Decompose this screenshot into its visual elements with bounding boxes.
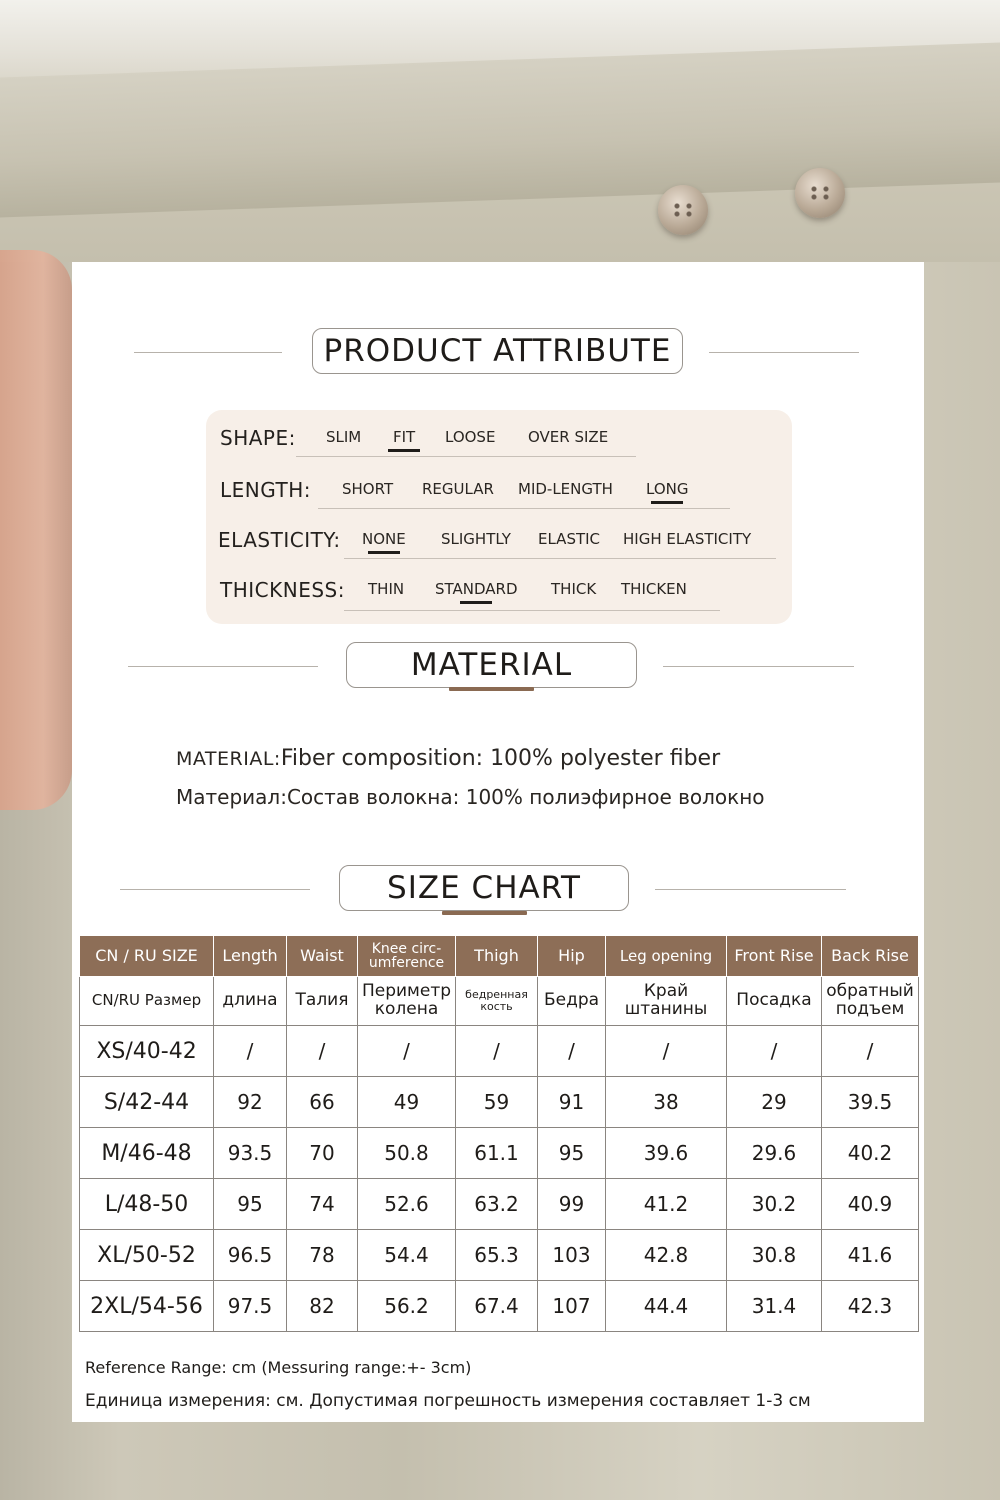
header-row-ru <box>80 977 919 1026</box>
attr-row-shape <box>206 426 792 466</box>
table-cell: 91 <box>538 1077 606 1128</box>
table-cell: 82 <box>287 1281 358 1332</box>
trouser-button-icon <box>795 168 845 218</box>
ru-header-waist: Талия <box>287 977 358 1026</box>
attr-option: SHORT <box>342 480 394 498</box>
table-cell: / <box>358 1026 456 1077</box>
table-cell: 44.4 <box>606 1281 727 1332</box>
ru-header-back-rise: обратный подъем <box>822 977 919 1026</box>
attr-option-selected: STANDARD <box>435 580 518 598</box>
attr-option: THICK <box>551 580 597 598</box>
title-accent <box>442 911 527 915</box>
table-cell: / <box>538 1026 606 1077</box>
table-row <box>80 1026 919 1077</box>
table-cell: 97.5 <box>214 1281 287 1332</box>
table-cell: XS/40-42 <box>80 1026 214 1077</box>
attr-option: OVER SIZE <box>528 428 609 446</box>
ru-header-size: CN/RU Размер <box>80 977 214 1026</box>
table-cell: 61.1 <box>456 1128 538 1179</box>
table-cell: 30.8 <box>727 1230 822 1281</box>
ru-header-length: длина <box>214 977 287 1026</box>
table-cell: 54.4 <box>358 1230 456 1281</box>
table-cell: 70 <box>287 1128 358 1179</box>
table-cell: 31.4 <box>727 1281 822 1332</box>
attr-label: ELASTICITY: <box>218 528 341 552</box>
table-cell: 49 <box>358 1077 456 1128</box>
attr-option: MID-LENGTH <box>518 480 613 498</box>
table-cell: XL/50-52 <box>80 1230 214 1281</box>
table-cell: S/42-44 <box>80 1077 214 1128</box>
material-ru-value: Состав волокна: 100% полиэфирное волокно <box>286 785 765 809</box>
col-header-hip: Hip <box>538 936 606 977</box>
col-header-leg-opening: Leg opening <box>606 936 727 977</box>
table-cell: 99 <box>538 1179 606 1230</box>
table-cell: / <box>287 1026 358 1077</box>
col-header-back-rise: Back Rise <box>822 936 919 977</box>
table-cell: 66 <box>287 1077 358 1128</box>
attr-option-selected: LONG <box>646 480 689 498</box>
reference-note-ru: Единица измерения: см. Допустимая погрешность измерения составляет 1-3 см <box>85 1391 811 1411</box>
attr-option: LOOSE <box>445 428 496 446</box>
table-cell: 93.5 <box>214 1128 287 1179</box>
table-cell: 95 <box>538 1128 606 1179</box>
background-hand <box>0 250 72 810</box>
ru-header-front-rise: Посадка <box>727 977 822 1026</box>
size-table <box>79 935 919 1332</box>
material-ru-label: Материал: <box>176 785 287 809</box>
table-cell: 30.2 <box>727 1179 822 1230</box>
table-cell: / <box>214 1026 287 1077</box>
attr-option-selected: NONE <box>362 530 406 548</box>
attr-option: HIGH ELASTICITY <box>623 530 752 548</box>
attr-underline <box>344 558 776 559</box>
material-en-label: MATERIAL: <box>176 748 281 770</box>
attr-row-elasticity <box>206 528 792 568</box>
table-cell: 41.6 <box>822 1230 919 1281</box>
col-header-knee: Knee circ- umference <box>358 936 456 977</box>
divider <box>134 352 282 353</box>
table-cell: 67.4 <box>456 1281 538 1332</box>
col-header-length: Length <box>214 936 287 977</box>
table-row <box>80 1077 919 1128</box>
section-title: PRODUCT ATTRIBUTE <box>312 328 683 374</box>
material-ru <box>176 785 765 809</box>
attribute-panel <box>206 410 792 624</box>
table-cell: 52.6 <box>358 1179 456 1230</box>
table-row <box>80 1128 919 1179</box>
table-row <box>80 1179 919 1230</box>
table-cell: 59 <box>456 1077 538 1128</box>
table-cell: 107 <box>538 1281 606 1332</box>
trouser-button-icon <box>658 185 708 235</box>
ru-header-hip: Бедра <box>538 977 606 1026</box>
table-cell: / <box>606 1026 727 1077</box>
table-cell: 95 <box>214 1179 287 1230</box>
table-cell: 40.2 <box>822 1128 919 1179</box>
header-row-en <box>80 936 919 977</box>
table-cell: 92 <box>214 1077 287 1128</box>
col-header-size: CN / RU SIZE <box>80 936 214 977</box>
table-cell: 42.3 <box>822 1281 919 1332</box>
table-cell: 50.8 <box>358 1128 456 1179</box>
col-header-front-rise: Front Rise <box>727 936 822 977</box>
attr-label: LENGTH: <box>220 478 312 502</box>
ru-header-thigh: бедренная кость <box>456 977 538 1026</box>
table-cell: 78 <box>287 1230 358 1281</box>
table-cell: 74 <box>287 1179 358 1230</box>
table-cell: / <box>822 1026 919 1077</box>
table-cell: 41.2 <box>606 1179 727 1230</box>
size-chart-heading <box>72 865 924 915</box>
table-cell: / <box>727 1026 822 1077</box>
attr-option: THIN <box>368 580 405 598</box>
table-cell: 38 <box>606 1077 727 1128</box>
material-heading <box>72 642 924 692</box>
attr-underline <box>296 456 636 457</box>
attr-option: REGULAR <box>422 480 494 498</box>
attr-underline <box>318 508 730 509</box>
attr-option: SLIM <box>326 428 362 446</box>
reference-note-en: Reference Range: cm (Messuring range:+- 3cm) <box>85 1358 472 1377</box>
attr-option: ELASTIC <box>538 530 601 548</box>
table-row <box>80 1230 919 1281</box>
table-cell: M/46-48 <box>80 1128 214 1179</box>
divider <box>128 666 318 667</box>
table-cell: 56.2 <box>358 1281 456 1332</box>
attr-underline <box>344 610 720 611</box>
ru-header-leg-opening: Край штанины <box>606 977 727 1026</box>
table-cell: 96.5 <box>214 1230 287 1281</box>
table-cell: 29.6 <box>727 1128 822 1179</box>
table-cell: / <box>456 1026 538 1077</box>
attr-label: THICKNESS: <box>220 578 345 602</box>
table-cell: 103 <box>538 1230 606 1281</box>
section-title: MATERIAL <box>346 642 637 688</box>
table-row <box>80 1281 919 1332</box>
attr-option: THICKEN <box>621 580 687 598</box>
attr-label: SHAPE: <box>220 426 296 450</box>
table-cell: L/48-50 <box>80 1179 214 1230</box>
material-en <box>176 746 720 771</box>
attr-row-thickness <box>206 578 792 618</box>
table-cell: 39.6 <box>606 1128 727 1179</box>
table-cell: 42.8 <box>606 1230 727 1281</box>
divider <box>663 666 854 667</box>
divider <box>709 352 859 353</box>
col-header-thigh: Thigh <box>456 936 538 977</box>
divider <box>120 889 310 890</box>
attr-option-selected: FIT <box>393 428 416 446</box>
table-cell: 2XL/54-56 <box>80 1281 214 1332</box>
ru-header-knee: Периметр колена <box>358 977 456 1026</box>
table-cell: 63.2 <box>456 1179 538 1230</box>
material-en-value: Fiber composition: 100% polyester fiber <box>280 746 721 771</box>
table-cell: 29 <box>727 1077 822 1128</box>
info-card <box>72 262 924 1422</box>
title-accent <box>449 687 534 691</box>
product-attribute-heading <box>72 328 924 378</box>
attr-option: SLIGHTLY <box>441 530 511 548</box>
table-cell: 65.3 <box>456 1230 538 1281</box>
section-title: SIZE CHART <box>339 865 629 911</box>
attr-row-length <box>206 478 792 518</box>
col-header-waist: Waist <box>287 936 358 977</box>
table-cell: 39.5 <box>822 1077 919 1128</box>
divider <box>655 889 846 890</box>
table-cell: 40.9 <box>822 1179 919 1230</box>
